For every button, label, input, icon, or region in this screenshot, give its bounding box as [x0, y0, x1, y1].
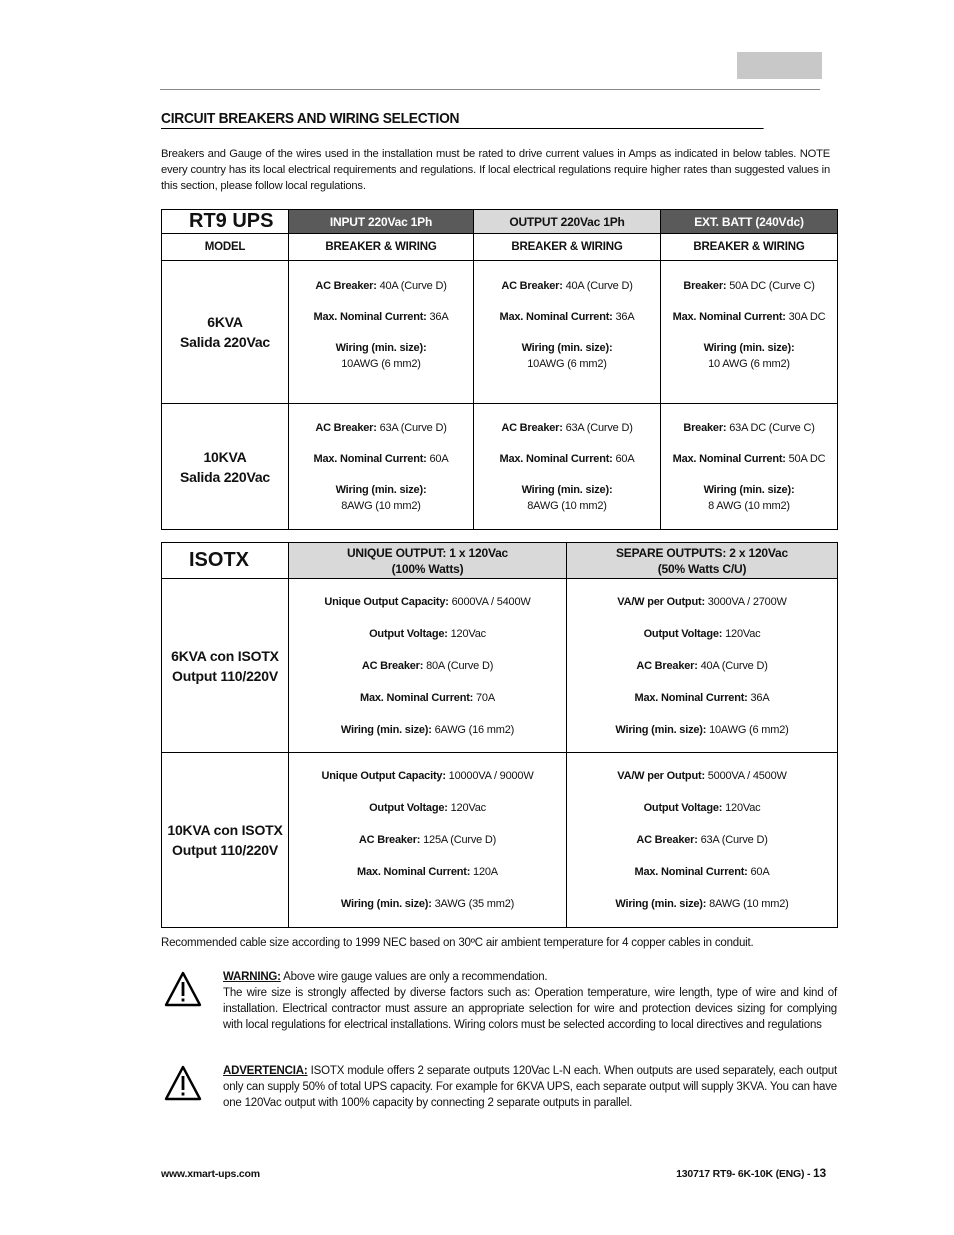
isotx-cell-6kva-unique: [289, 579, 567, 753]
rt9-cell-10kva-ext-batt: [661, 404, 838, 530]
rt9-table-title: RT9 UPS: [162, 210, 289, 234]
rt9-model-6kva: [162, 261, 289, 404]
field-value: 10AWG (6 mm2): [706, 723, 789, 736]
advertencia-notice: [223, 1063, 837, 1111]
field-label: AC Breaker:: [501, 279, 563, 292]
field-value: 36A: [747, 691, 770, 704]
field-label: Max. Nominal Current:: [634, 691, 748, 704]
field-label: VA/W per Output:: [617, 595, 705, 608]
advertencia-label: ADVERTENCIA:: [223, 1065, 308, 1077]
field-value: 6AWG (16 mm2): [431, 723, 515, 736]
field-value: 36A: [612, 310, 635, 323]
header-line: (50% Watts C/U): [657, 561, 747, 576]
warning-line: Above wire gauge values are only a recommendation.: [280, 971, 548, 983]
field-value: 80A (Curve D): [423, 659, 494, 672]
field-label: Max. Nominal Current:: [313, 310, 427, 323]
rt9-cell-6kva-output: [474, 261, 661, 404]
field-value: 30A DC: [785, 310, 826, 323]
field-label: Wiring (min. size):: [615, 723, 707, 736]
field-value: 10000VA / 9000W: [445, 770, 534, 782]
header-tab: [737, 52, 822, 79]
field-label: Max. Nominal Current:: [672, 310, 786, 323]
rt9-sub-label-input: BREAKER & WIRING: [289, 234, 474, 261]
isotx-header-unique: [289, 543, 567, 579]
field-value: 70A: [473, 691, 495, 704]
field-value: 6000VA / 5400W: [448, 595, 531, 608]
field-label: Max. Nominal Current:: [634, 866, 748, 878]
field-value: 60A: [612, 452, 635, 465]
page-separator: -: [804, 1168, 814, 1180]
isotx-cell-10kva-unique: [289, 753, 567, 928]
field-label: AC Breaker:: [501, 421, 563, 434]
field-value: 8AWG (10 mm2): [341, 499, 421, 512]
field-label: Max. Nominal Current:: [499, 452, 613, 465]
field-value: 63A (Curve D): [697, 834, 768, 846]
rt9-cell-10kva-output: [474, 404, 661, 530]
field-value: 40A (Curve D): [376, 279, 447, 292]
field-value: 3000VA / 2700W: [704, 595, 787, 608]
field-value: 10 AWG (6 mm2): [708, 357, 790, 370]
table-row: [162, 579, 838, 753]
field-value: 40A (Curve D): [562, 279, 633, 292]
rt9-header-input: INPUT 220Vac 1Ph: [289, 210, 474, 234]
field-value: 50A DC: [785, 452, 826, 465]
header-line: SEPARE OUTPUTS: 2 x 120Vac: [616, 545, 788, 560]
field-label: Breaker:: [683, 279, 727, 292]
field-value: 50A DC (Curve C): [726, 279, 815, 292]
warning-body: The wire size is strongly affected by diverse factors such as: Operation temperature, wire length, type of wire and kind of installation. Electrical contractor must assure an appropriate selection for wire and protection devices sizing for complying with local regulations for electrical installations. Wiring colors must be selected according to local directives and regulations: [223, 987, 837, 1031]
recommendation-note: Recommended cable size according to 1999 NEC based on 30ºC air ambient temperature for 4 copper cables in conduit.: [161, 937, 754, 949]
field-label: Wiring (min. size):: [703, 341, 795, 354]
field-value: 60A: [426, 452, 449, 465]
field-value: 40A (Curve D): [697, 659, 768, 672]
isotx-cell-10kva-separate: [567, 753, 838, 928]
field-label: Max. Nominal Current:: [360, 691, 474, 704]
field-label: AC Breaker:: [361, 659, 424, 672]
field-value: 10AWG (6 mm2): [341, 357, 421, 370]
isotx-header-separate: [567, 543, 838, 579]
field-value: 63A (Curve D): [376, 421, 447, 434]
field-label: AC Breaker:: [636, 834, 698, 846]
rt9-header-output: OUTPUT 220Vac 1Ph: [474, 210, 661, 234]
field-label: Wiring (min. size):: [521, 483, 613, 496]
page-number: 13: [813, 1166, 826, 1180]
field-value: 10AWG (6 mm2): [527, 357, 607, 370]
model-output: Output 110/220V: [172, 667, 278, 684]
field-value: 120A: [470, 866, 498, 878]
model-name: 10KVA con ISOTX: [167, 822, 283, 838]
doc-reference: 130717 RT9- 6K-10K (ENG): [676, 1168, 805, 1180]
field-label: Max. Nominal Current:: [499, 310, 613, 323]
model-output: Salida 220Vac: [179, 334, 271, 350]
field-label: AC Breaker:: [636, 659, 698, 672]
advertencia-body: ISOTX module offers 2 separate outputs 120Vac L-N each. When outputs are used separately, each output only can supply 50% of total UPS capacity. For example for 6KVA UPS, each separate output will supply 3KVA. You can have one 120Vac output with 100% capacity by connecting 2 separate outputs in parallel.: [223, 1065, 837, 1109]
model-output: Salida 220Vac: [179, 468, 271, 485]
warning-triangle-icon: [164, 971, 202, 1007]
field-value: 5000VA / 4500W: [704, 770, 787, 782]
rt9-sub-label-ext-batt: BREAKER & WIRING: [661, 234, 838, 261]
field-value: 125A (Curve D): [420, 834, 497, 846]
field-label: AC Breaker:: [358, 834, 421, 846]
field-label: Max. Nominal Current:: [672, 452, 786, 465]
field-label: Output Voltage:: [643, 627, 723, 640]
table-row: [162, 404, 838, 530]
field-label: Output Voltage:: [643, 802, 723, 814]
field-label: AC Breaker:: [315, 421, 377, 434]
field-label: Max. Nominal Current:: [313, 452, 427, 465]
field-label: Unique Output Capacity:: [324, 595, 449, 608]
isotx-table-title: ISOTX: [162, 543, 289, 579]
rt9-sub-label-output: BREAKER & WIRING: [474, 234, 661, 261]
warning-triangle-icon: [164, 1065, 202, 1101]
field-label: Wiring (min. size):: [335, 483, 427, 496]
isotx-model-10kva: [162, 753, 289, 928]
field-label: VA/W per Output:: [617, 770, 705, 782]
field-value: 8AWG (10 mm2): [706, 898, 789, 910]
footer-website: www.xmart-ups.com: [161, 1168, 260, 1180]
intro-text: Breakers and Gauge of the wires used in the installation must be rated to drive current values in Amps as indicated in below tables. NOTE every country has its local electrical requirements and regulations. If local electrical regulations require higher rates than suggested values in this section, please follow local regulations.: [161, 148, 830, 192]
isotx-table: [161, 542, 838, 928]
field-label: Wiring (min. size):: [703, 483, 795, 496]
field-label: AC Breaker:: [315, 279, 377, 292]
field-value: 120Vac: [447, 802, 486, 814]
footer-doc-ref: [640, 1166, 826, 1180]
field-value: 63A DC (Curve C): [726, 421, 815, 434]
field-label: Output Voltage:: [369, 627, 448, 640]
field-label: Max. Nominal Current:: [357, 866, 471, 878]
section-title: CIRCUIT BREAKERS AND WIRING SELECTION: [161, 110, 764, 129]
header-rule: [160, 89, 820, 90]
field-label: Wiring (min. size):: [340, 898, 432, 910]
header-line: UNIQUE OUTPUT: 1 x 120Vac: [346, 545, 509, 560]
rt9-header-ext-batt: EXT. BATT (240Vdc): [661, 210, 838, 234]
table-row: [162, 261, 838, 404]
field-value: 8AWG (10 mm2): [527, 499, 607, 512]
rt9-model-10kva: [162, 404, 289, 530]
field-label: Wiring (min. size):: [521, 341, 613, 354]
field-label: Wiring (min. size):: [615, 898, 707, 910]
field-value: 60A: [747, 866, 770, 878]
intro-paragraph: [161, 146, 830, 194]
model-output: Output 110/220V: [172, 842, 278, 858]
rt9-model-label: MODEL: [162, 234, 289, 261]
header-line: (100% Watts): [391, 561, 464, 576]
field-value: 63A (Curve D): [562, 421, 633, 434]
rt9-table: [161, 209, 838, 530]
rt9-cell-6kva-input: [289, 261, 474, 404]
field-value: 120Vac: [722, 802, 761, 814]
warning-label: WARNING:: [223, 971, 281, 983]
table-row: [162, 753, 838, 928]
model-name: 10KVA: [203, 448, 247, 465]
field-label: Unique Output Capacity:: [321, 770, 446, 782]
field-value: 3AWG (35 mm2): [431, 898, 515, 910]
isotx-model-6kva: [162, 579, 289, 753]
warning-notice: [223, 969, 837, 1033]
field-label: Wiring (min. size):: [340, 723, 432, 736]
field-label: Output Voltage:: [369, 802, 448, 814]
field-label: Wiring (min. size):: [335, 341, 427, 354]
field-label: Breaker:: [683, 421, 727, 434]
model-name: 6KVA: [207, 314, 243, 330]
isotx-cell-6kva-separate: [567, 579, 838, 753]
field-value: 36A: [426, 310, 449, 323]
field-value: 8 AWG (10 mm2): [708, 499, 790, 512]
rt9-cell-6kva-ext-batt: [661, 261, 838, 404]
field-value: 120Vac: [722, 627, 761, 640]
model-name: 6KVA con ISOTX: [171, 647, 279, 664]
field-value: 120Vac: [447, 627, 486, 640]
rt9-cell-10kva-input: [289, 404, 474, 530]
